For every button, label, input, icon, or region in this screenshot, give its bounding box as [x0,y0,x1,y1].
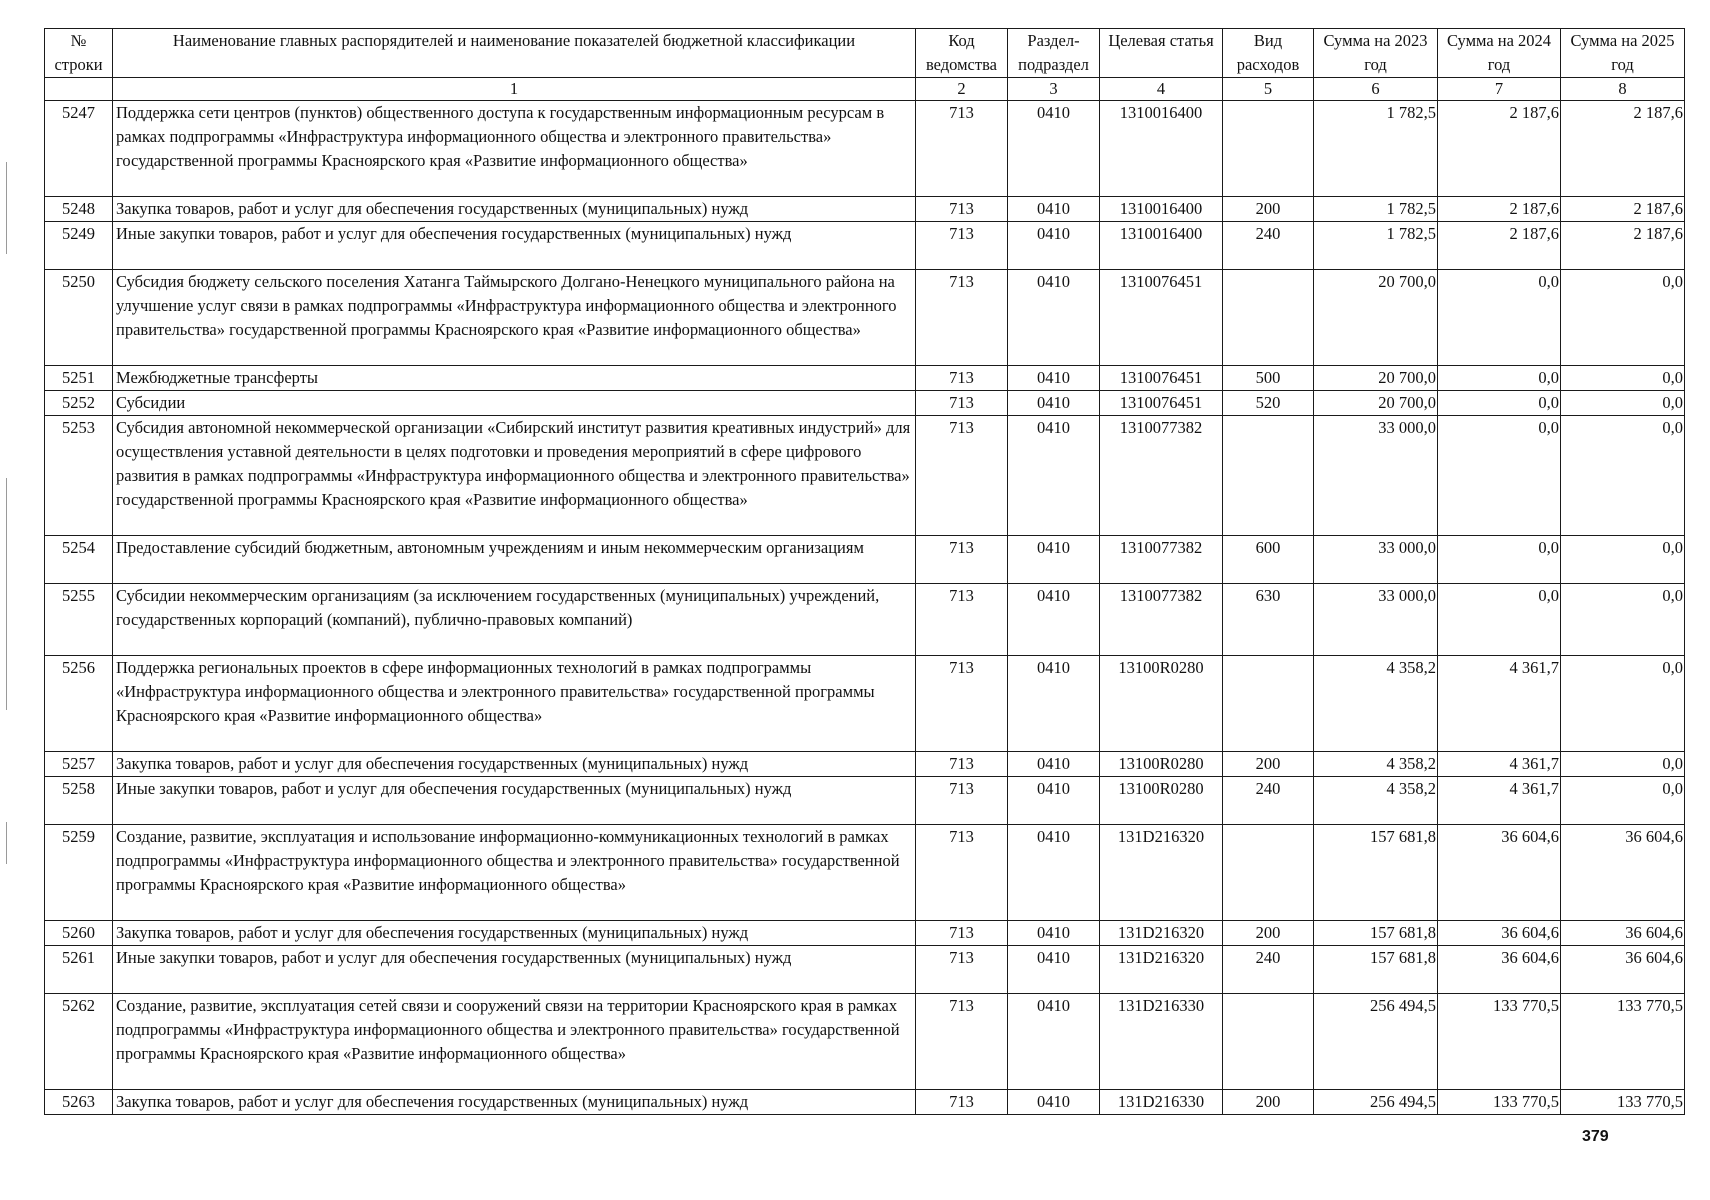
row-expense-type: 200 [1223,752,1314,777]
row-target-item: 1310016400 [1100,101,1223,197]
row-expense-type [1223,994,1314,1090]
row-section: 0410 [1008,536,1100,584]
row-name: Закупка товаров, работ и услуг для обеспечения государственных (муниципальных) нужд [113,197,916,222]
row-number: 5262 [45,994,113,1090]
table-row [45,366,1685,391]
row-dept-code: 713 [916,366,1008,391]
row-number: 5250 [45,270,113,366]
table-row [45,391,1685,416]
row-dept-code: 713 [916,946,1008,994]
row-dept-code: 713 [916,752,1008,777]
header-expense-type: Вид расходов [1223,29,1314,78]
row-sum-2024: 0,0 [1438,366,1561,391]
row-sum-2025: 133 770,5 [1561,994,1685,1090]
table-row [45,536,1685,584]
row-sum-2025: 36 604,6 [1561,825,1685,921]
row-expense-type: 200 [1223,197,1314,222]
row-sum-2023: 4 358,2 [1314,777,1438,825]
row-target-item: 1310076451 [1100,391,1223,416]
row-number: 5247 [45,101,113,197]
row-name: Межбюджетные трансферты [113,366,916,391]
row-sum-2024: 36 604,6 [1438,946,1561,994]
table-row [45,921,1685,946]
header-dept-code: Код ведомства [916,29,1008,78]
row-target-item: 131D216330 [1100,1090,1223,1115]
row-name: Создание, развитие, эксплуатация и использование информационно-коммуникационных технологий в рамках подпрограммы «Инфраструктура информационного общества и электронного правительства» государственной программы Красноярского края «Развитие информационного общества» [113,825,916,921]
row-number: 5256 [45,656,113,752]
header-sum-2023: Сумма на 2023 год [1314,29,1438,78]
row-section: 0410 [1008,101,1100,197]
row-expense-type: 240 [1223,222,1314,270]
row-target-item: 13100R0280 [1100,752,1223,777]
row-sum-2025: 0,0 [1561,391,1685,416]
column-numbers-row [45,78,1685,101]
row-number: 5260 [45,921,113,946]
row-sum-2024: 133 770,5 [1438,994,1561,1090]
row-sum-2024: 2 187,6 [1438,222,1561,270]
row-number: 5248 [45,197,113,222]
row-sum-2025: 0,0 [1561,366,1685,391]
row-expense-type [1223,101,1314,197]
row-number: 5253 [45,416,113,536]
row-target-item: 1310076451 [1100,366,1223,391]
table-row [45,584,1685,656]
row-sum-2024: 4 361,7 [1438,656,1561,752]
row-sum-2023: 33 000,0 [1314,416,1438,536]
row-sum-2025: 2 187,6 [1561,222,1685,270]
row-sum-2023: 4 358,2 [1314,752,1438,777]
row-sum-2023: 157 681,8 [1314,946,1438,994]
row-expense-type: 520 [1223,391,1314,416]
row-section: 0410 [1008,946,1100,994]
column-number: 5 [1223,78,1314,101]
row-sum-2025: 0,0 [1561,656,1685,752]
row-name: Закупка товаров, работ и услуг для обеспечения государственных (муниципальных) нужд [113,752,916,777]
table-row [45,101,1685,197]
row-section: 0410 [1008,752,1100,777]
page-number: 379 [1582,1128,1609,1145]
table-row [45,197,1685,222]
row-dept-code: 713 [916,777,1008,825]
table-row [45,994,1685,1090]
row-name: Субсидии [113,391,916,416]
row-section: 0410 [1008,366,1100,391]
row-sum-2025: 36 604,6 [1561,921,1685,946]
row-section: 0410 [1008,222,1100,270]
row-target-item: 131D216330 [1100,994,1223,1090]
column-number: 1 [113,78,916,101]
row-target-item: 1310077382 [1100,416,1223,536]
header-name: Наименование главных распорядителей и наименование показателей бюджетной классификации [113,29,916,78]
row-sum-2025: 0,0 [1561,752,1685,777]
row-name: Закупка товаров, работ и услуг для обеспечения государственных (муниципальных) нужд [113,1090,916,1115]
header-target-item: Целевая статья [1100,29,1223,78]
row-sum-2023: 20 700,0 [1314,391,1438,416]
row-sum-2023: 20 700,0 [1314,270,1438,366]
column-number: 3 [1008,78,1100,101]
row-sum-2023: 33 000,0 [1314,584,1438,656]
table-row [45,752,1685,777]
row-dept-code: 713 [916,391,1008,416]
row-sum-2023: 256 494,5 [1314,1090,1438,1115]
scan-margin-mark [6,162,7,254]
row-sum-2023: 4 358,2 [1314,656,1438,752]
row-sum-2024: 133 770,5 [1438,1090,1561,1115]
column-number: 8 [1561,78,1685,101]
table-header-row [45,29,1685,78]
header-sum-2024: Сумма на 2024 год [1438,29,1561,78]
row-expense-type: 500 [1223,366,1314,391]
row-section: 0410 [1008,921,1100,946]
column-number: 6 [1314,78,1438,101]
row-sum-2023: 157 681,8 [1314,825,1438,921]
header-row-no: № строки [45,29,113,78]
row-sum-2024: 4 361,7 [1438,777,1561,825]
row-sum-2023: 1 782,5 [1314,222,1438,270]
table-row [45,777,1685,825]
row-section: 0410 [1008,391,1100,416]
row-name: Иные закупки товаров, работ и услуг для обеспечения государственных (муниципальных) нужд [113,777,916,825]
table-row [45,270,1685,366]
row-sum-2025: 0,0 [1561,536,1685,584]
row-sum-2024: 0,0 [1438,391,1561,416]
row-sum-2025: 0,0 [1561,416,1685,536]
row-sum-2023: 256 494,5 [1314,994,1438,1090]
table-row [45,222,1685,270]
row-name: Субсидия автономной некоммерческой организации «Сибирский институт развития креативных индустрий» для осуществления уставной деятельности в целях подготовки и проведения мероприятий в сфере цифрового развития в рамках подпрограммы «Инфраструктура информационного общества и электронного правительства» государственной программы Красноярского края «Развитие информационного общества» [113,416,916,536]
column-number: 4 [1100,78,1223,101]
row-dept-code: 713 [916,416,1008,536]
row-sum-2023: 33 000,0 [1314,536,1438,584]
row-number: 5259 [45,825,113,921]
row-section: 0410 [1008,825,1100,921]
row-expense-type: 200 [1223,921,1314,946]
row-target-item: 1310077382 [1100,584,1223,656]
table-row [45,416,1685,536]
row-name: Создание, развитие, эксплуатация сетей связи и сооружений связи на территории Красноярского края в рамках подпрограммы «Инфраструктура информационного общества и электронного правительства» государственной программы Красноярского края «Развитие информационного общества» [113,994,916,1090]
row-sum-2025: 2 187,6 [1561,101,1685,197]
row-expense-type [1223,656,1314,752]
row-expense-type [1223,825,1314,921]
row-expense-type: 240 [1223,946,1314,994]
row-name: Поддержка сети центров (пунктов) общественного доступа к государственным информационным ресурсам в рамках подпрограммы «Инфраструктура информационного общества и электронного правительства» государственной программы Красноярского края «Развитие информационного общества» [113,101,916,197]
row-section: 0410 [1008,1090,1100,1115]
row-target-item: 1310076451 [1100,270,1223,366]
row-section: 0410 [1008,584,1100,656]
row-name: Закупка товаров, работ и услуг для обеспечения государственных (муниципальных) нужд [113,921,916,946]
row-section: 0410 [1008,416,1100,536]
table-row [45,1090,1685,1115]
row-sum-2025: 0,0 [1561,777,1685,825]
row-section: 0410 [1008,994,1100,1090]
row-number: 5263 [45,1090,113,1115]
row-expense-type: 630 [1223,584,1314,656]
header-sum-2025: Сумма на 2025 год [1561,29,1685,78]
row-section: 0410 [1008,197,1100,222]
row-sum-2024: 0,0 [1438,584,1561,656]
row-sum-2024: 0,0 [1438,416,1561,536]
budget-table [44,28,1685,1115]
row-section: 0410 [1008,777,1100,825]
row-dept-code: 713 [916,270,1008,366]
row-dept-code: 713 [916,197,1008,222]
row-sum-2025: 0,0 [1561,270,1685,366]
row-section: 0410 [1008,656,1100,752]
row-dept-code: 713 [916,656,1008,752]
row-sum-2024: 0,0 [1438,270,1561,366]
row-name: Предоставление субсидий бюджетным, автономным учреждениям и иным некоммерческим организациям [113,536,916,584]
row-sum-2025: 133 770,5 [1561,1090,1685,1115]
row-dept-code: 713 [916,921,1008,946]
row-expense-type: 600 [1223,536,1314,584]
row-sum-2024: 4 361,7 [1438,752,1561,777]
row-dept-code: 713 [916,222,1008,270]
row-target-item: 131D216320 [1100,946,1223,994]
row-sum-2023: 1 782,5 [1314,197,1438,222]
row-number: 5255 [45,584,113,656]
row-sum-2023: 20 700,0 [1314,366,1438,391]
row-number: 5258 [45,777,113,825]
column-number: 2 [916,78,1008,101]
row-dept-code: 713 [916,101,1008,197]
row-target-item: 13100R0280 [1100,656,1223,752]
row-dept-code: 713 [916,536,1008,584]
row-target-item: 13100R0280 [1100,777,1223,825]
row-number: 5261 [45,946,113,994]
row-sum-2024: 2 187,6 [1438,197,1561,222]
scan-margin-mark [6,822,7,864]
row-number: 5257 [45,752,113,777]
row-name: Иные закупки товаров, работ и услуг для обеспечения государственных (муниципальных) нужд [113,222,916,270]
row-expense-type [1223,270,1314,366]
row-target-item: 1310077382 [1100,536,1223,584]
row-dept-code: 713 [916,1090,1008,1115]
column-number: 7 [1438,78,1561,101]
row-sum-2025: 0,0 [1561,584,1685,656]
row-expense-type: 200 [1223,1090,1314,1115]
row-name: Иные закупки товаров, работ и услуг для обеспечения государственных (муниципальных) нужд [113,946,916,994]
row-number: 5252 [45,391,113,416]
row-name: Поддержка региональных проектов в сфере информационных технологий в рамках подпрограммы «Инфраструктура информационного общества и электронного правительства» государственной программы Красноярского края «Развитие информационного общества» [113,656,916,752]
header-section: Раздел-подраздел [1008,29,1100,78]
scan-margin-mark [6,478,7,710]
column-number [45,78,113,101]
row-number: 5251 [45,366,113,391]
row-target-item: 1310016400 [1100,197,1223,222]
row-sum-2024: 2 187,6 [1438,101,1561,197]
row-sum-2023: 157 681,8 [1314,921,1438,946]
row-sum-2024: 0,0 [1438,536,1561,584]
row-sum-2024: 36 604,6 [1438,825,1561,921]
row-sum-2025: 2 187,6 [1561,197,1685,222]
row-section: 0410 [1008,270,1100,366]
table-row [45,656,1685,752]
row-number: 5249 [45,222,113,270]
row-expense-type [1223,416,1314,536]
row-target-item: 131D216320 [1100,921,1223,946]
table-row [45,825,1685,921]
row-name: Субсидия бюджету сельского поселения Хатанга Таймырского Долгано-Ненецкого муниципального района на улучшение услуг связи в рамках подпрограммы «Инфраструктура информационного общества и электронного правительства» государственной программы Красноярского края «Развитие информационного общества» [113,270,916,366]
row-dept-code: 713 [916,994,1008,1090]
document-page [44,28,1684,1115]
row-number: 5254 [45,536,113,584]
row-dept-code: 713 [916,825,1008,921]
row-sum-2025: 36 604,6 [1561,946,1685,994]
row-target-item: 131D216320 [1100,825,1223,921]
row-sum-2024: 36 604,6 [1438,921,1561,946]
row-target-item: 1310016400 [1100,222,1223,270]
table-row [45,946,1685,994]
row-dept-code: 713 [916,584,1008,656]
row-expense-type: 240 [1223,777,1314,825]
row-sum-2023: 1 782,5 [1314,101,1438,197]
row-name: Субсидии некоммерческим организациям (за исключением государственных (муниципальных) учреждений, государственных корпораций (компаний), публично-правовых компаний) [113,584,916,656]
